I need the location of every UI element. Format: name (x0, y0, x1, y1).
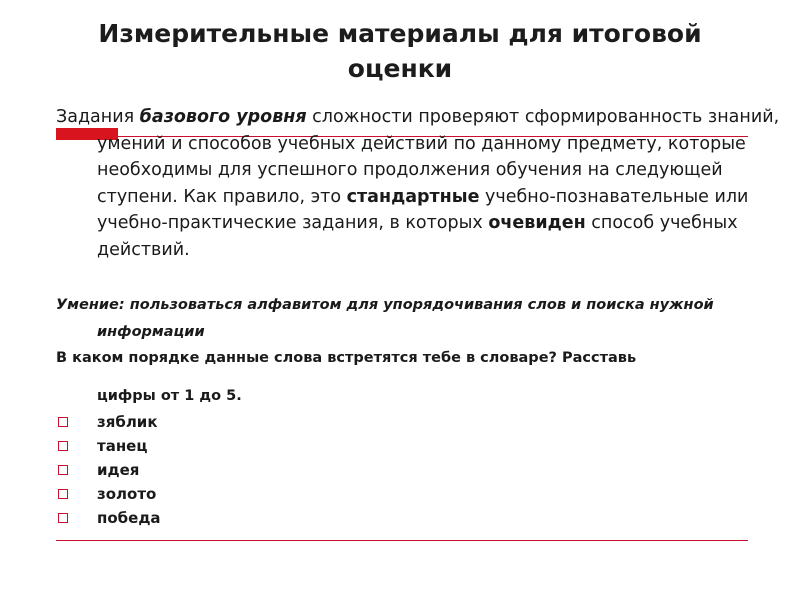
paragraph-bold-basic-level: базового уровня (139, 107, 307, 127)
checkbox-square-icon (58, 489, 68, 499)
list-item (56, 482, 161, 506)
paragraph-text-4: способ учебных действий. (97, 213, 738, 260)
checkbox-square-icon (58, 441, 68, 451)
skill-statement: Умение: пользоваться алфавитом для упорядочивания слов и поиска нужной информации (56, 297, 714, 340)
list-item (56, 506, 161, 530)
checkbox-square-icon (58, 465, 68, 475)
list-item (56, 410, 161, 434)
paragraph-bold-obvious: очевиден (488, 213, 586, 233)
question-line-2: цифры от 1 до 5. (97, 388, 242, 404)
word-text: танец (97, 437, 148, 455)
paragraph-bold-standard: стандартные (346, 186, 480, 207)
task-question (56, 348, 746, 406)
checkbox-square-icon (58, 513, 68, 523)
bottom-divider (56, 540, 748, 541)
word-list (56, 410, 161, 530)
slide-title: Измерительные материалы для итоговой оценки (98, 19, 702, 83)
word-text: идея (97, 461, 140, 479)
list-item (56, 434, 161, 458)
word-text: золото (97, 485, 157, 503)
paragraph-text-3: учебно-познавательные или учебно-практические задания, в которых (97, 186, 749, 233)
word-text: победа (97, 509, 161, 527)
list-item (56, 458, 161, 482)
word-text: зяблик (97, 413, 158, 431)
question-line-1: В каком порядке данные слова встретятся тебе в словаре? Расставь (56, 350, 637, 366)
paragraph-text-1: Задания (56, 107, 140, 127)
paragraph-text-2: сложности проверяют сформированность знаний, умений и способов учебных действий по данному предмету, которые необходимы для успешного продолжения обучения на следующей ступени. Как правило, это (97, 107, 780, 207)
basic-level-paragraph (56, 104, 787, 263)
checkbox-square-icon (58, 417, 68, 427)
